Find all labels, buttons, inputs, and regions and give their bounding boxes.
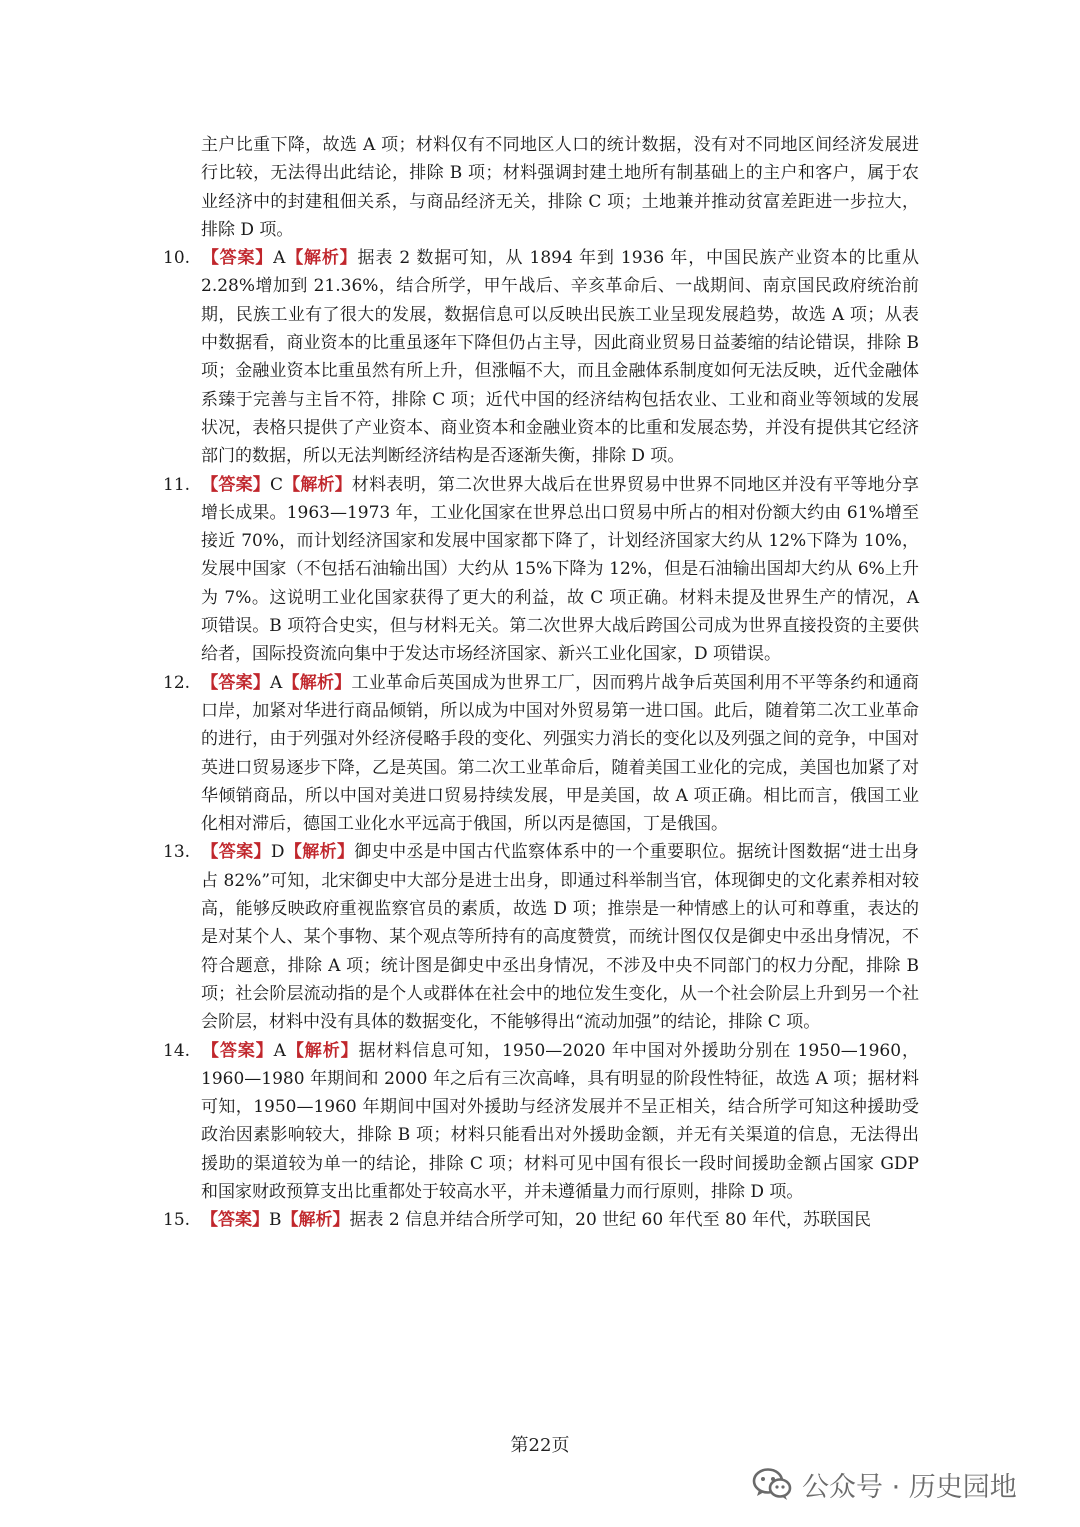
answer-letter: D — [270, 842, 285, 863]
question-10-explanation — [163, 244, 919, 470]
answer-tag: 【答案】 — [201, 842, 271, 863]
analysis-tag: 【解析】 — [281, 1210, 350, 1231]
question-number: 13. — [163, 842, 191, 863]
watermark-text: 公众号 · 历史园地 — [802, 1471, 1017, 1503]
continuation-paragraph: 主户比重下降，故选 A 项；材料仅有不同地区人口的统计数据，没有对不同地区间经济发展进行比较，无法得出此结论，排除 B 项；材料强调封建土地所有制基础上的主户和客户，属于农业经济中的封建租佃关系，与商品经济无关，排除 C 项；土地兼并推动贫富差距进一步拉大，排除 D 项。 — [201, 135, 919, 240]
question-number: 10. — [163, 248, 191, 269]
analysis-tag: 【解析】 — [285, 1040, 359, 1061]
question-12-explanation — [163, 669, 919, 839]
question-15-explanation — [163, 1206, 919, 1234]
answer-letter: A — [270, 672, 283, 693]
answer-analysis-body — [163, 131, 919, 1235]
analysis-tag: 【解析】 — [285, 248, 358, 269]
answer-tag: 【答案】 — [201, 248, 274, 269]
answer-tag: 【答案】 — [201, 672, 271, 693]
question-11-explanation — [163, 471, 919, 669]
question-number: 12. — [163, 672, 191, 693]
question-13-explanation — [163, 838, 919, 1036]
question-number: 15. — [163, 1210, 191, 1231]
analysis-text: 据表 2 信息并结合所学可知，20 世纪 60 年代至 80 年代，苏联国民 — [349, 1210, 872, 1231]
analysis-text: 材料表明，第二次世界大战后在世界贸易中世界不同地区并没有平等地分享增长成果。1963—1973 年，工业化国家在世界总出口贸易中所占的相对份额大约由 61%增至接近 70%，而计划经济国家和发展中国家都下降了，计划经济国家大约从 12%下降为 10%，发展中国家（不包括石油输出国）大约从 15%下降为 12%，但是石油输出国却大约从 6%上升为 7%。这说明工业化国家获得了更大的利益，故 C 项正确。材料未提及世界生产的情况，A 项错误。B 项符合史实，但与材料无关。第二次世界大战后跨国公司成为世界直接投资的主要供给者，国际投资流向集中于发达市场经济国家、新兴工业化国家，D 项错误。 — [201, 474, 920, 665]
question-number: 14. — [163, 1040, 191, 1061]
analysis-text: 工业革命后英国成为世界工厂，因而鸦片战争后英国利用不平等条约和通商口岸，加紧对华进行商品倾销，所以成为中国对外贸易第一进口国。此后，随着第二次工业革命的进行，由于列强对外经济侵略手段的变化、列强实力消长的变化以及列强之间的竞争，中国对英进口贸易逐步下降，乙是英国。第二次工业革命后，随着美国工业化的完成，美国也加紧了对华倾销商品，所以中国对美进口贸易持续发展，甲是美国，故 A 项正确。相比而言，俄国工业化相对滞后，德国工业化水平远高于俄国，所以丙是德国，丁是俄国。 — [201, 672, 920, 835]
wechat-icon — [752, 1467, 792, 1501]
answer-tag: 【答案】 — [201, 474, 270, 495]
question-14-explanation — [163, 1037, 919, 1207]
answer-letter: B — [269, 1210, 282, 1231]
analysis-text: 据材料信息可知，1950—2020 年中国对外援助分别在 1950—1960，1960—1980 年期间和 2000 年之后有三次高峰，具有明显的阶段性特征，故选 A 项；据材料可知，1950—1960 年期间中国对外援助与经济发展并不呈正相关，结合所学可知这种援助受政治因素影响较大，排除 B 项；材料只能看出对外援助金额，并无有关渠道的信息，无法得出援助的渠道较为单一的结论，排除 C 项；材料可见中国有很长一段时间援助金额占国家 GDP 和国家财政预算支出比重都处于较高水平，并未遵循量力而行原则，排除 D 项。 — [201, 1040, 919, 1202]
page-number: 第22页 — [510, 1435, 570, 1456]
analysis-tag: 【解析】 — [282, 672, 352, 693]
analysis-tag: 【解析】 — [282, 474, 352, 495]
analysis-text: 御史中丞是中国古代监察体系中的一个重要职位。据统计图数据“进士出身占 82%”可知，北宋御史中大部分是进士出身，即通过科举制当官，体现御史的文化素养相对较高，能够反映政府重视监察官员的素质，故选 D 项；推崇是一种情感上的认可和尊重，表达的是对某个人、某个事物、某个观点等所持有的高度赞赏，而统计图仅仅是御史中丞出身情况，不符合题意，排除 A 项；统计图是御史中丞出身情况，不涉及中央不同部门的权力分配，排除 B 项；社会阶层流动指的是个人或群体在社会中的地位发生变化，从一个社会阶层上升到另一个社会阶层，材料中没有具体的数据变化，不能够得出“流动加强”的结论，排除 C 项。 — [201, 842, 920, 1033]
analysis-tag: 【解析】 — [284, 842, 355, 863]
answer-tag: 【答案】 — [201, 1210, 269, 1231]
analysis-text: 据表 2 数据可知，从 1894 年到 1936 年，中国民族产业资本的比重从 2.28%增加到 21.36%，结合所学，甲午战后、辛亥革命后、一战期间、南京国民政府统治前期，民族工业有了很大的发展，数据信息可以反映出民族工业呈现发展趋势，故选 A 项；从表中数据看，商业资本的比重虽逐年下降但仍占主导，因此商业贸易日益萎缩的结论错误，排除 B 项；金融业资本比重虽然有所上升，但涨幅不大，而且金融体系制度如何无法反映，近代金融体系臻于完善与主旨不符，排除 C 项；近代中国的经济结构包括农业、工业和商业等领域的发展状况，表格只提供了产业资本、商业资本和金融业资本的比重和发展态势，并没有提供其它经济部门的数据，所以无法判断经济结构是否逐渐失衡，排除 D 项。 — [201, 248, 920, 467]
question-number: 11. — [163, 474, 191, 495]
answer-tag: 【答案】 — [201, 1040, 274, 1061]
watermark — [752, 1458, 1017, 1510]
answer-letter: A — [273, 248, 286, 269]
answer-letter: A — [273, 1040, 286, 1061]
answer-letter: C — [269, 474, 283, 495]
